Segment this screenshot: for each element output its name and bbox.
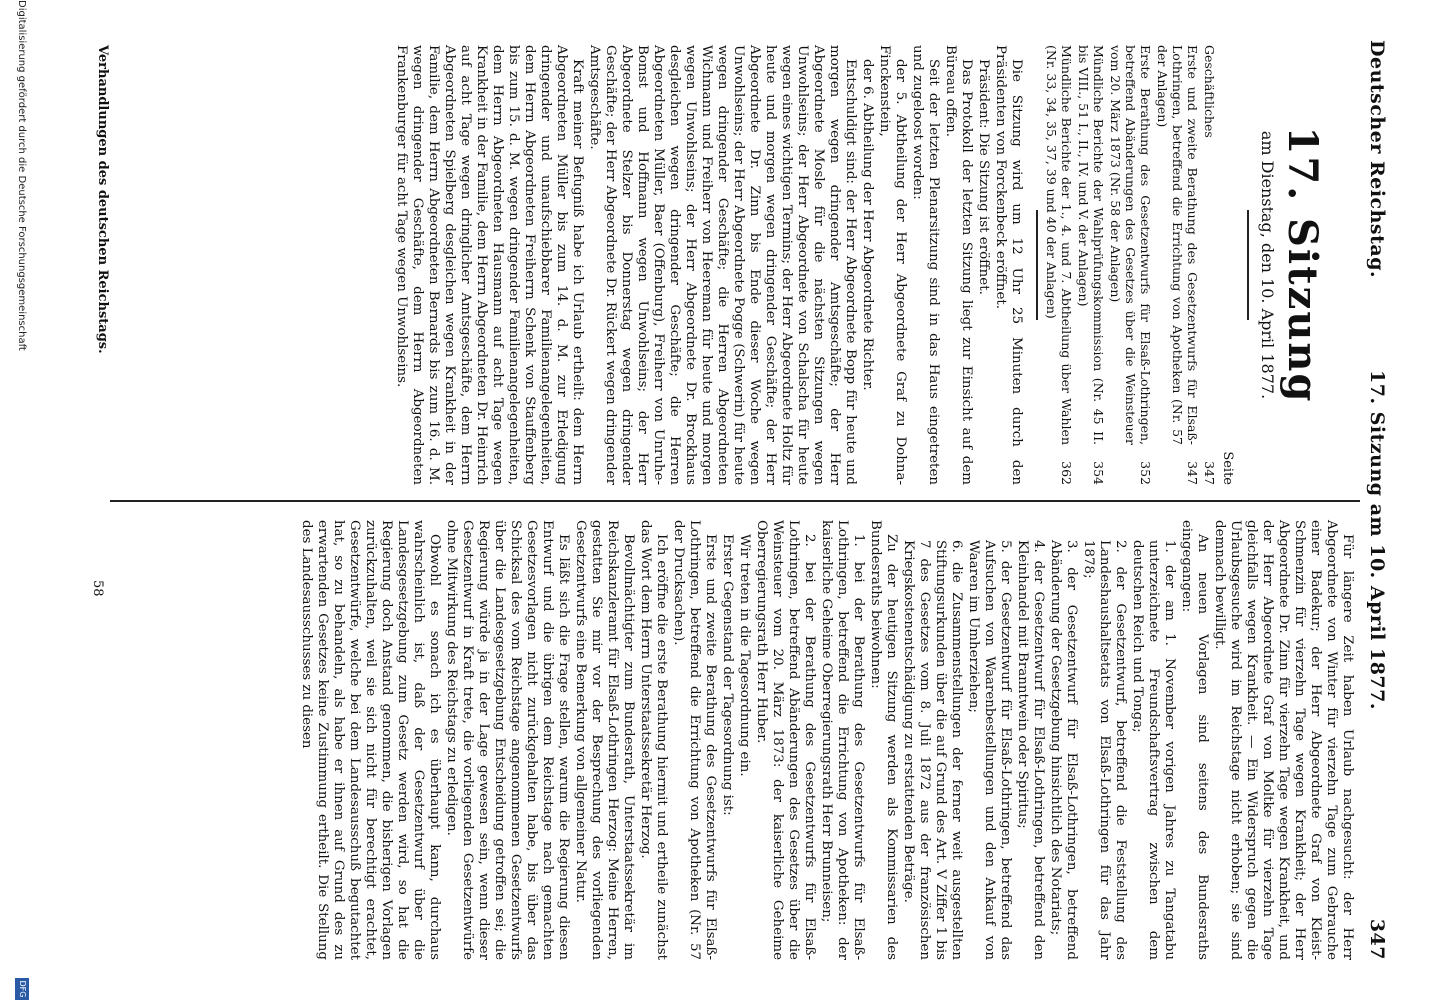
paragraph: Seit der letzten Plenarsitzung sind in das Haus eingetreten und zugeloost worden: <box>910 45 941 485</box>
toc-seite-label: Seite <box>1220 451 1235 485</box>
paragraph: der 6. Abtheilung der Herr Abgeordnete Richter. <box>860 59 875 391</box>
proceedings-note: Verhandlungen des deutschen Reichstags. <box>95 45 110 354</box>
paragraph: Erste und zweite Berathung des Gesetzentwurfs für Elsaß-Lothringen, betreffend die Errichtung von Apotheken (Nr. 57 der Drucksachen). <box>671 520 718 960</box>
title-rule <box>1247 210 1249 320</box>
right-paragraphs <box>1178 520 1355 960</box>
paragraph: 1. bei der Berathung des Gesetzentwurfs für Elsaß-Lothringen, betreffend die Errichtung von Apotheken: der kaiserliche Geheime Oberregierungsrath Herr Brunneisen; <box>819 520 866 960</box>
toc-entry <box>1155 45 1200 485</box>
table-of-contents <box>1044 45 1217 485</box>
footer-text: Digitalisierung gefördert durch die Deutsche Forschungsgemeinschaft <box>16 0 27 351</box>
digitization-footer <box>10 0 30 1000</box>
paragraph: Das Protokoll der letzten Sitzung liegt zur Einsicht auf dem Büreau offen. <box>943 45 974 485</box>
header-publication: Deutscher Reichstag. <box>1366 40 1388 279</box>
paragraph: Wir treten in die Tagesordnung ein. <box>737 534 752 777</box>
toc-entry <box>1108 45 1153 485</box>
paragraph: Ich eröffne die erste Berathung hiermit und ertheile zunächst das Wort dem Herrn Unterstaatssekretär Herzog. <box>638 520 669 960</box>
left-column <box>392 45 1355 485</box>
paragraph: Präsident: Die Sitzung ist eröffnet. <box>976 59 991 295</box>
right-column <box>297 520 1355 960</box>
toc-entry <box>1076 45 1106 485</box>
paragraph: 2. bei der Berathung des Gesetzentwurfs für Elsaß-Lothringen, betreffend Abänderungen des Gesetzes über die Weinsteuer vom 20. März 1873: der kaiserliche Geheime Oberregierungsrath Herr Huber. <box>754 520 817 960</box>
toc-entry-page: 347 <box>1185 461 1200 485</box>
toc-entry-text: Erste Berathung des Gesetzentwurfs für Elsaß-Lothringen, betreffend Abänderungen des Gesetzes über die Weinsteuer vom 20. März 1873 (Nr. 58 der Anlagen) <box>1108 45 1153 445</box>
paragraph: Zu der heutigen Sitzung werden als Kommissarien des Bundesraths beiwohnen: <box>868 520 899 960</box>
toc-entry-page: 347 <box>1202 461 1217 485</box>
paragraph: Entschuldigt sind: der Herr Abgeordnete Bopp für heute und morgen wegen dringender Amtsgeschäfte; der Herr Abgeordnete Mosle für die nächsten Sitzungen wegen Unwohlseins; der Herr Abgeordnete von Schalscha für heute wegen eines wichtigen Termins; der Herr Abgeordnete Holtz für heute und morgen wegen dringender Geschäfte; der Herr Abgeordnete Dr. Zinn bis Ende dieser Woche wegen Unwohlseins; der Herr Abgeordnete Pogge (Schwerin) für heute wegen dringender Geschäfte; die Herren Abgeordneten Wichmann und Freiherr von Heereman für heute und morgen wegen Unwohlseins; der Herr Abgeordnete Dr. Brockhaus desgleichen wegen dringender Geschäfte; die Herren Abgeordneten Müller, Baer (Offenburg), Freiherr von Unruhe-Bomst und Hoffmann wegen Unwohlseins; der Herr Abgeordnete Stelzer bis Donnerstag wegen dringender Geschäfte; der Herr Abgeordnete Dr. Rückert wegen dringender Amtsgeschäfte. <box>587 45 858 485</box>
column-divider <box>110 500 1360 502</box>
list-item: 4. der Gesetzentwurf für Elsaß-Lothringen, betreffend den Kleinhandel mit Branntwein oder Spiritus; <box>1015 540 1046 960</box>
toc-entry <box>1202 45 1217 485</box>
toc-entry-page: 354 <box>1091 461 1106 485</box>
paragraph: An neuen Vorlagen sind seitens des Bundesraths eingegangen: <box>1179 520 1210 960</box>
paragraph: der 5. Abtheilung der Herr Abgeordnete Graf zu Dohna-Finckenstein, <box>877 45 908 485</box>
paragraph: Obwohl es sonach ich es überhaupt kann, durchaus wahrscheinlich ist, daß der Gesetzentwurf über die Landesgesetzgebung zum Gesetz werden wird, so hat die Regierung doch Anstand genommen, die bisherigen Vorlagen zurückzuhalten, weil sie sich nicht für berechtigt erachtet, Gesetzentwürfe, welche bei dem Landesausschuß begutachtet hat, so zu behandeln, als habe er ihnen auf Grund des zu erwartenden Gesetzes keine Zustimmung ertheilt. Die Stellung des Landesausschusses zu diesen <box>299 520 442 960</box>
list-item: 1. der am 1. November vorigen Jahres zu Tangatabu unterzeichnete Freundschaftsvertrag zwischen dem deutschen Reich und Tonga; <box>1130 540 1177 960</box>
list-item: 6. die Zusammenstellungen der ferner weit ausgestellten Stiftungsurkunden über die auf Grund des Art. V Ziffer 1 bis 7 des Gesetzes vom 8. Juli 1872 aus der französischen Kriegskostenentschädigung zu erstattenden Beträge. <box>901 540 964 960</box>
toc-entry-text: Erste und zweite Berathung des Gesetzentwurfs für Elsaß-Lothringen, betreffend die Errichtung von Apotheken (Nr. 57 der Anlagen) <box>1155 45 1200 445</box>
list-item: 2. der Gesetzentwurf, betreffend die Feststellung des Landeshaushaltsetats von Elsaß-Lothringen für das Jahr 1878; <box>1081 540 1128 960</box>
header-page-number: 347 <box>1366 918 1388 960</box>
paragraph: Für längere Zeit haben Urlaub nachgesucht: der Herr Abgeordnete von Winter für vierzehn Tage zum Gebrauche einer Badekur; der Herr Abgeordnete Graf von Kleist-Schmenzin für vierzehn Tage wegen Krankheit; der Herr Abgeordnete Dr. Zinn für vierzehn Tage wegen Krankheit, und der Herr Abgeordnete Graf von Moltke für vierzehn Tage gleichfalls wegen Krankheit. — Ein Widerspruch gegen die Urlaubsgesuche wird im Reichstage nicht erhoben; sie sind demnach bewilligt. <box>1212 520 1355 960</box>
scanned-page <box>10 0 1410 1000</box>
toc-entry-text: Mündliche Berichte der 1., 4. und 7. Abtheilung über Wahlen (Nr. 33, 34, 35, 37, 39 und 40 der Anlagen) <box>1044 45 1074 445</box>
list-item: 3. der Gesetzentwurf für Elsaß-Lothringen, betreffend Abänderung der Gesetzgebung hinsichtlich des Notariats; <box>1048 540 1079 960</box>
paragraph: Es läßt sich die Frage stellen, warum die Regierung diesen Entwurf und die übrigen dem Reichstage nach gemachten Gesetzesvorlagen nicht zurückgehalten habe, bis über das Schicksal des vom Reichstage angenommenen Gesetzentwurfs über die Landesgesetzgebung Entscheidung getroffen sei; die Regierung würde ja in der Lage gewesen sein, wenn dieser Gesetzentwurf in Kraft trete, die vorliegenden Gesetzentwürfe ohne Mitwirkung des Reichstags zu erledigen. <box>444 520 571 960</box>
session-title: 17. Sitzung <box>1279 126 1326 404</box>
paragraph: Die Sitzung wird um 12 Uhr 25 Minuten durch den Präsidenten von Forckenbeck eröffnet. <box>993 45 1024 485</box>
paragraph: Erster Gegenstand der Tagesordnung ist: <box>720 534 735 816</box>
toc-header <box>1219 45 1235 485</box>
page-header <box>1362 40 1392 960</box>
dfg-logo: DFG <box>15 978 29 1000</box>
toc-rule <box>1036 210 1038 320</box>
toc-entry-page: 362 <box>1059 461 1074 485</box>
toc-entry <box>1044 45 1074 485</box>
sheet-number: 58 <box>90 580 105 597</box>
left-paragraphs <box>393 45 1024 485</box>
session-date: am Dienstag, den 10. April 1877. <box>1258 130 1277 400</box>
paragraph: Kraft meiner Befugniß habe ich Urlaub ertheilt: dem Herrn Abgeordneten Müller bis zum 14. d. M. zur Erledigung dringender und unaufschiebbarer Familienangelegenheiten, dem Herrn Abgeordneten Freiherrn Schenk von Stauffenberg bis zum 15. d. M. wegen dringender Familienangelegenheiten, dem Herrn Abgeordneten Hausmann auf acht Tage wegen Krankheit in der Familie, dem Herrn Abgeordneten Dr. Heinrich auf acht Tage wegen dringlicher Amtsgeschäfte, dem Herrn Abgeordneten Spielberg desgleichen wegen Krankheit in der Familie, dem Herrn Abgeordneten Bernards bis zum 16. d. M. wegen dringender Geschäfte, dem Herrn Abgeordneten Frankenburger für acht Tage wegen Unwohlseins. <box>394 45 585 485</box>
toc-entry-text: Mündliche Berichte der Wahlprüfungskommission (Nr. 45 II. bis VIII., 51 I., II., IV. und V. der Anlagen) <box>1076 45 1106 445</box>
toc-entry-text: Geschäftliches <box>1202 45 1217 138</box>
right-paragraphs-continued <box>298 520 899 960</box>
list-item: 5. der Gesetzentwurf für Elsaß-Lothringen, betreffend das Aufsuchen von Waarenbestellungen und den Ankauf von Waaren im Umherziehen; <box>966 540 1013 960</box>
header-session: 17. Sitzung am 10. April 1877. <box>1366 370 1388 710</box>
new-submissions-list <box>900 520 1177 960</box>
toc-entry-page: 352 <box>1138 461 1153 485</box>
paragraph: Bevollmächtigter zum Bundesrath, Unterstaatssekretär im Reichskanzleramt für Elsaß-Lothringen Herzog: Meine Herren, gestatten Sie mir vor der Besprechung des vorliegenden Gesetzentwurfs eine Bemerkung von allgemeiner Natur. <box>573 520 636 960</box>
